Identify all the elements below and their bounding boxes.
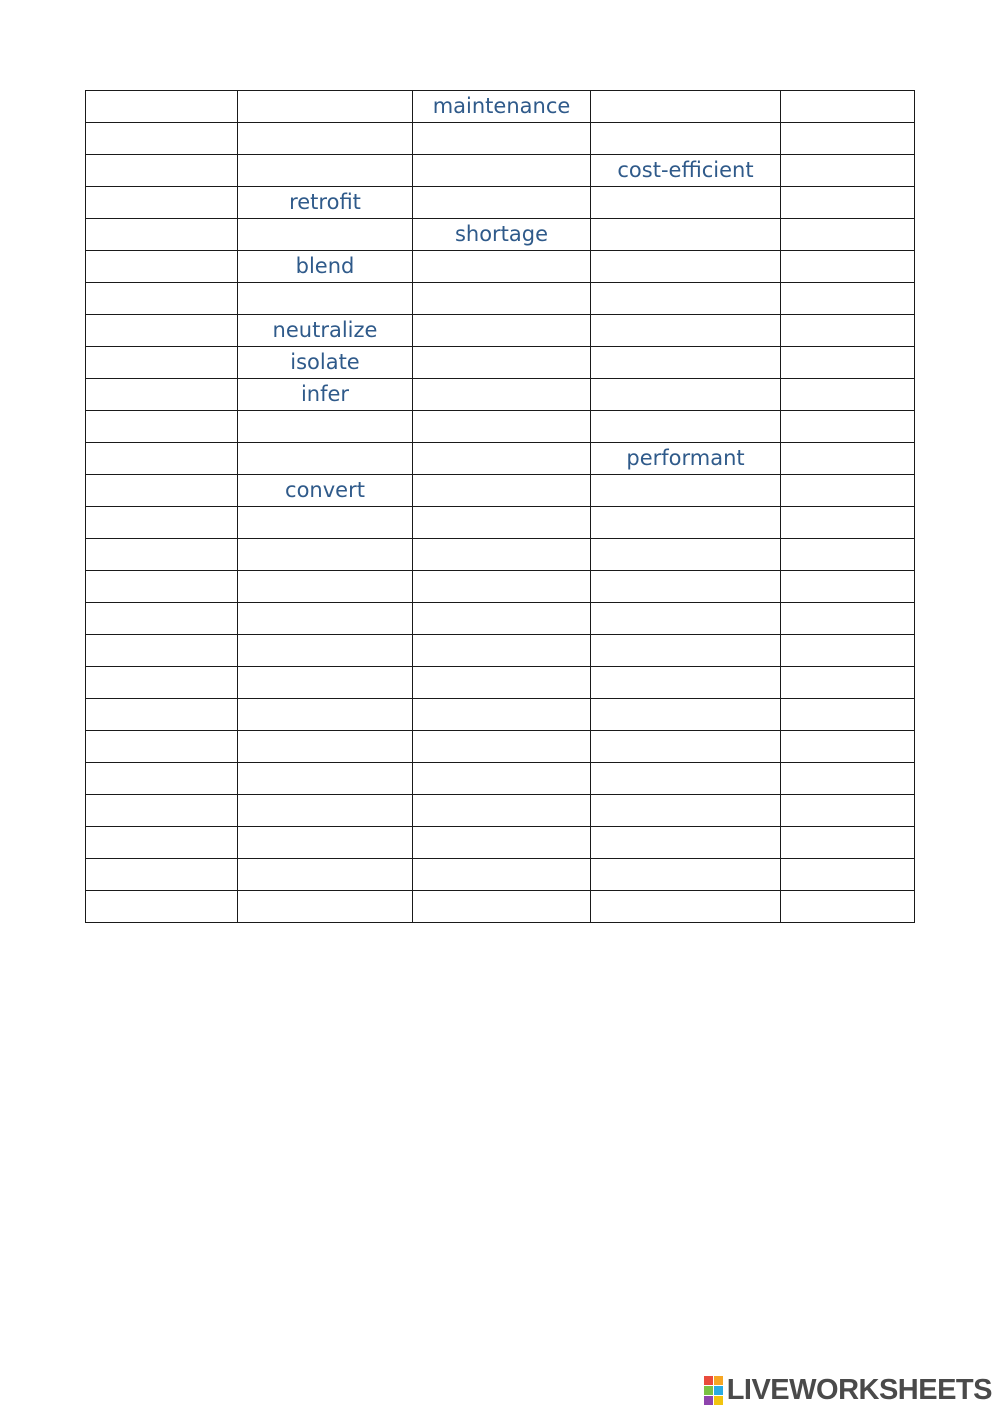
table-row xyxy=(86,219,915,251)
table-cell[interactable]: maintenance xyxy=(413,91,591,123)
table-cell[interactable] xyxy=(591,187,781,219)
table-cell[interactable] xyxy=(591,859,781,891)
table-cell[interactable] xyxy=(86,283,238,315)
table-cell[interactable] xyxy=(591,315,781,347)
table-cell[interactable] xyxy=(238,123,413,155)
table-row xyxy=(86,827,915,859)
table-cell[interactable] xyxy=(413,795,591,827)
table-cell[interactable] xyxy=(86,539,238,571)
table-cell[interactable] xyxy=(781,699,915,731)
table-cell[interactable] xyxy=(238,571,413,603)
table-cell[interactable] xyxy=(238,795,413,827)
table-cell[interactable] xyxy=(86,763,238,795)
logo-square xyxy=(704,1386,713,1395)
table-cell[interactable] xyxy=(413,635,591,667)
table-cell[interactable]: infer xyxy=(238,379,413,411)
table-cell[interactable] xyxy=(781,891,915,923)
table-row xyxy=(86,763,915,795)
table-cell[interactable] xyxy=(86,475,238,507)
table-row xyxy=(86,699,915,731)
table-cell[interactable] xyxy=(781,475,915,507)
table-cell[interactable] xyxy=(413,411,591,443)
table-cell[interactable] xyxy=(413,187,591,219)
table-row xyxy=(86,347,915,379)
table-cell[interactable] xyxy=(591,475,781,507)
table-cell[interactable] xyxy=(591,411,781,443)
table-cell[interactable] xyxy=(413,763,591,795)
table-row xyxy=(86,187,915,219)
table-cell[interactable] xyxy=(238,283,413,315)
table-cell[interactable] xyxy=(413,315,591,347)
table-cell[interactable] xyxy=(781,411,915,443)
table-row xyxy=(86,475,915,507)
table-cell[interactable] xyxy=(413,123,591,155)
table-cell[interactable] xyxy=(413,283,591,315)
table-cell[interactable] xyxy=(781,123,915,155)
table-cell[interactable] xyxy=(86,891,238,923)
table-cell[interactable] xyxy=(781,571,915,603)
table-cell[interactable] xyxy=(413,507,591,539)
table-cell[interactable] xyxy=(591,91,781,123)
table-cell[interactable] xyxy=(86,347,238,379)
table-row xyxy=(86,155,915,187)
table-cell[interactable] xyxy=(238,763,413,795)
liveworksheets-logo xyxy=(704,1373,992,1407)
table-row xyxy=(86,859,915,891)
table-row xyxy=(86,667,915,699)
table-cell[interactable]: neutralize xyxy=(238,315,413,347)
table-cell[interactable] xyxy=(591,347,781,379)
table-row xyxy=(86,283,915,315)
table-cell[interactable] xyxy=(413,603,591,635)
table-row xyxy=(86,91,915,123)
table-cell[interactable] xyxy=(86,155,238,187)
table-cell[interactable] xyxy=(591,251,781,283)
table-cell[interactable] xyxy=(781,603,915,635)
table-cell[interactable] xyxy=(86,699,238,731)
table-cell[interactable] xyxy=(781,283,915,315)
table-cell[interactable] xyxy=(413,699,591,731)
table-cell[interactable] xyxy=(238,411,413,443)
table-cell[interactable] xyxy=(591,795,781,827)
table-row xyxy=(86,123,915,155)
table-cell[interactable] xyxy=(781,507,915,539)
table-row xyxy=(86,603,915,635)
brand-name: LIVEWORKSHEETS xyxy=(726,1373,992,1406)
table-cell[interactable] xyxy=(413,251,591,283)
table-cell[interactable] xyxy=(781,763,915,795)
table-cell[interactable] xyxy=(86,443,238,475)
table-cell[interactable]: retrofit xyxy=(238,187,413,219)
table-cell[interactable] xyxy=(591,891,781,923)
table-cell[interactable] xyxy=(86,859,238,891)
table-cell[interactable] xyxy=(591,603,781,635)
table-cell[interactable] xyxy=(591,219,781,251)
table-cell[interactable] xyxy=(781,315,915,347)
table-row xyxy=(86,571,915,603)
liveworksheets-logo-icon xyxy=(704,1376,723,1405)
table-cell[interactable] xyxy=(413,475,591,507)
table-cell[interactable] xyxy=(86,667,238,699)
logo-square xyxy=(704,1376,713,1385)
table-cell[interactable]: isolate xyxy=(238,347,413,379)
table-cell[interactable] xyxy=(86,571,238,603)
table-cell[interactable] xyxy=(238,667,413,699)
table-cell[interactable] xyxy=(413,667,591,699)
table-row xyxy=(86,635,915,667)
table-cell[interactable] xyxy=(413,571,591,603)
table-cell[interactable] xyxy=(413,379,591,411)
table-cell[interactable] xyxy=(86,315,238,347)
table-cell[interactable] xyxy=(413,891,591,923)
table-cell[interactable] xyxy=(781,155,915,187)
table-cell[interactable] xyxy=(781,379,915,411)
table-row xyxy=(86,731,915,763)
logo-square xyxy=(714,1376,723,1385)
table-cell[interactable] xyxy=(781,667,915,699)
table-cell[interactable] xyxy=(86,219,238,251)
table-cell[interactable] xyxy=(238,91,413,123)
table-row xyxy=(86,443,915,475)
table-row xyxy=(86,411,915,443)
table-row xyxy=(86,539,915,571)
table-row xyxy=(86,795,915,827)
table-cell[interactable] xyxy=(591,571,781,603)
table-cell[interactable] xyxy=(781,539,915,571)
table-cell[interactable] xyxy=(781,859,915,891)
table-cell[interactable] xyxy=(238,891,413,923)
table-cell[interactable] xyxy=(781,347,915,379)
table-cell[interactable] xyxy=(86,91,238,123)
table-cell[interactable] xyxy=(86,795,238,827)
table-row xyxy=(86,891,915,923)
table-cell[interactable] xyxy=(413,347,591,379)
table-cell[interactable] xyxy=(781,251,915,283)
table-cell[interactable] xyxy=(781,827,915,859)
table-cell[interactable] xyxy=(591,379,781,411)
table-cell[interactable] xyxy=(238,859,413,891)
word-form-table xyxy=(85,90,915,923)
table-cell[interactable] xyxy=(591,635,781,667)
table-cell[interactable] xyxy=(86,411,238,443)
table-cell[interactable]: shortage xyxy=(413,219,591,251)
logo-square xyxy=(714,1386,723,1395)
table-cell[interactable] xyxy=(781,91,915,123)
table-cell[interactable] xyxy=(413,539,591,571)
table-cell[interactable] xyxy=(781,443,915,475)
table-cell[interactable] xyxy=(591,699,781,731)
table-cell[interactable]: blend xyxy=(238,251,413,283)
table-cell[interactable] xyxy=(781,731,915,763)
table-cell[interactable] xyxy=(781,187,915,219)
table-cell[interactable] xyxy=(238,507,413,539)
table-row xyxy=(86,379,915,411)
table-cell[interactable] xyxy=(86,603,238,635)
table-cell[interactable] xyxy=(781,795,915,827)
table-cell[interactable] xyxy=(238,539,413,571)
table-cell[interactable] xyxy=(86,507,238,539)
table-cell[interactable] xyxy=(238,603,413,635)
table-cell[interactable] xyxy=(86,731,238,763)
table-cell[interactable] xyxy=(86,187,238,219)
table-cell[interactable] xyxy=(86,379,238,411)
table-cell[interactable] xyxy=(591,539,781,571)
table-cell[interactable] xyxy=(86,827,238,859)
table-cell[interactable] xyxy=(591,123,781,155)
table-cell[interactable] xyxy=(238,219,413,251)
table-cell[interactable] xyxy=(781,635,915,667)
table-cell[interactable]: performant xyxy=(591,443,781,475)
table-cell[interactable] xyxy=(238,635,413,667)
table-cell[interactable] xyxy=(86,123,238,155)
table-cell[interactable] xyxy=(238,731,413,763)
table-cell[interactable] xyxy=(413,859,591,891)
table-cell[interactable] xyxy=(591,827,781,859)
table-cell[interactable] xyxy=(238,699,413,731)
table-cell[interactable] xyxy=(238,443,413,475)
logo-square xyxy=(704,1396,713,1405)
table-cell[interactable] xyxy=(591,507,781,539)
table-cell[interactable]: convert xyxy=(238,475,413,507)
table-row xyxy=(86,251,915,283)
table-cell[interactable] xyxy=(238,155,413,187)
table-body xyxy=(86,91,915,923)
table-cell[interactable]: cost-efficient xyxy=(591,155,781,187)
table-cell[interactable] xyxy=(413,443,591,475)
table-cell[interactable] xyxy=(238,827,413,859)
table-cell[interactable] xyxy=(781,219,915,251)
table-cell[interactable] xyxy=(413,155,591,187)
table-cell[interactable] xyxy=(86,251,238,283)
table-cell[interactable] xyxy=(86,635,238,667)
table-row xyxy=(86,507,915,539)
table-cell[interactable] xyxy=(591,763,781,795)
table-cell[interactable] xyxy=(591,731,781,763)
table-cell[interactable] xyxy=(413,827,591,859)
table-row xyxy=(86,315,915,347)
table-cell[interactable] xyxy=(413,731,591,763)
logo-square xyxy=(714,1396,723,1405)
table-cell[interactable] xyxy=(591,283,781,315)
table-cell[interactable] xyxy=(591,667,781,699)
